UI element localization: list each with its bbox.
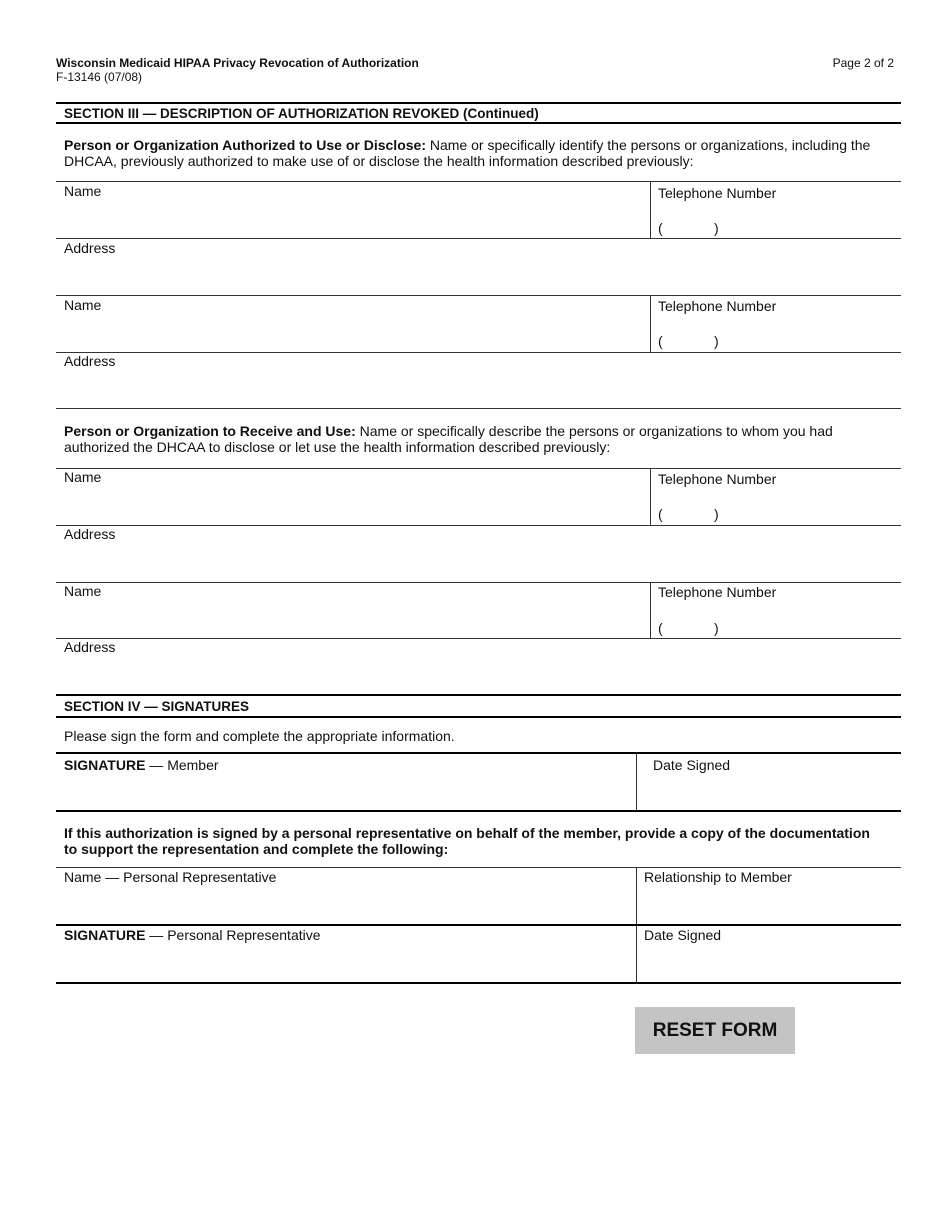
relationship-field[interactable] <box>637 868 901 923</box>
signature-member-suffix: — Member <box>145 757 219 773</box>
authorized-instructions <box>64 137 884 169</box>
receive-lead: Person or Organization to Receive and Use: <box>64 423 356 439</box>
name-label: Name <box>64 469 102 485</box>
authorized-lead: Person or Organization Authorized to Use or Disclose: <box>64 137 426 153</box>
representative-signature-field[interactable] <box>56 926 635 982</box>
member-signature-field[interactable] <box>56 754 635 810</box>
address-label: Address <box>64 240 116 256</box>
signature-keyword: SIGNATURE <box>64 927 146 943</box>
paren-open: ( <box>658 333 663 349</box>
page-number: Page 2 of 2 <box>832 56 894 70</box>
telephone-label: Telephone Number <box>658 584 777 600</box>
divider <box>56 408 901 409</box>
section-3-title: SECTION III — DESCRIPTION OF AUTHORIZATION REVOKED (Continued) <box>64 106 539 121</box>
date-signed-label: Date Signed <box>644 927 722 943</box>
divider <box>56 810 901 812</box>
signature-rep-suffix: — Personal Representative <box>145 927 321 943</box>
address-label: Address <box>64 639 116 655</box>
authorized-1-address-field[interactable] <box>56 239 901 295</box>
address-label: Address <box>64 526 116 542</box>
relationship-label: Relationship to Member <box>644 869 792 885</box>
authorized-1-name-field[interactable] <box>56 182 649 238</box>
receive-2-telephone-field[interactable] <box>651 583 901 638</box>
paren-close: ) <box>714 220 719 236</box>
receive-instructions <box>64 423 884 455</box>
paren-close: ) <box>714 506 719 522</box>
paren-close: ) <box>714 620 719 636</box>
receive-1-telephone-field[interactable] <box>651 469 901 525</box>
representative-date-signed-field[interactable] <box>637 926 901 982</box>
receive-2-address-field[interactable] <box>56 639 901 694</box>
member-date-signed-field[interactable] <box>637 754 901 810</box>
section-4-bottom-rule <box>56 716 901 718</box>
name-label: Name <box>64 297 102 313</box>
telephone-label: Telephone Number <box>658 185 777 201</box>
reset-form-button[interactable]: RESET FORM <box>635 1007 795 1054</box>
form-code: F-13146 (07/08) <box>56 70 143 84</box>
authorized-text: Name or specifically identify the persons or organizations, including the DHCAA, previously authorized to make use of or disclose the health information described previously: <box>64 137 871 169</box>
paren-open: ( <box>658 506 663 522</box>
receive-1-name-field[interactable] <box>56 469 649 525</box>
section-4-top-rule <box>56 694 901 696</box>
authorized-1-telephone-field[interactable] <box>651 182 901 238</box>
authorized-2-telephone-field[interactable] <box>651 296 901 352</box>
paren-open: ( <box>658 620 663 636</box>
section-3-top-rule <box>56 102 901 104</box>
authorized-2-address-field[interactable] <box>56 353 901 408</box>
signature-instruction: Please sign the form and complete the appropriate information. <box>64 728 455 744</box>
representative-name-label: Name — Personal Representative <box>64 869 277 885</box>
telephone-label: Telephone Number <box>658 298 777 314</box>
signature-keyword: SIGNATURE <box>64 757 146 773</box>
representative-name-field[interactable] <box>56 868 635 923</box>
section-4-title: SECTION IV — SIGNATURES <box>64 699 250 714</box>
authorized-2-name-field[interactable] <box>56 296 649 352</box>
receive-text: Name or specifically describe the persons or organizations to whom you had authorized the DHCAA to disclose or let use the health information described previously: <box>64 423 833 455</box>
name-label: Name <box>64 583 102 599</box>
representative-notice: If this authorization is signed by a personal representative on behalf of the member, provide a copy of the documentation to support the representation and complete the following: <box>64 825 870 857</box>
divider <box>56 982 901 984</box>
section-3-bottom-rule <box>56 122 901 124</box>
receive-1-address-field[interactable] <box>56 526 901 582</box>
paren-close: ) <box>714 333 719 349</box>
paren-open: ( <box>658 220 663 236</box>
form-title: Wisconsin Medicaid HIPAA Privacy Revocation of Authorization <box>56 56 419 70</box>
name-label: Name <box>64 183 102 199</box>
telephone-label: Telephone Number <box>658 471 777 487</box>
receive-2-name-field[interactable] <box>56 583 649 638</box>
date-signed-label: Date Signed <box>653 757 731 773</box>
address-label: Address <box>64 353 116 369</box>
